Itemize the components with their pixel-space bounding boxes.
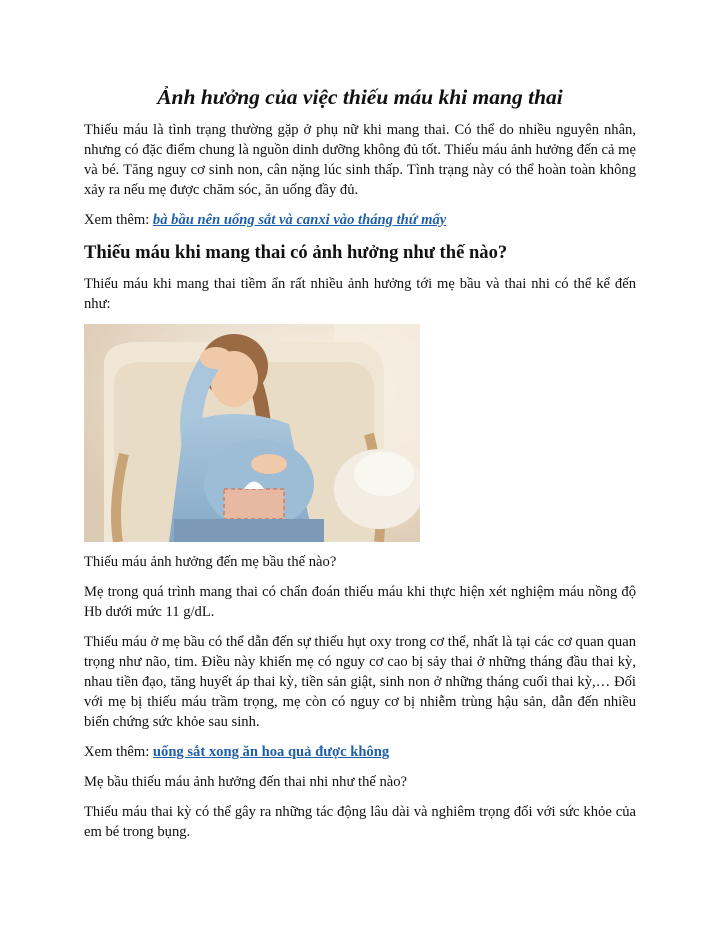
section-heading: Thiếu máu khi mang thai có ảnh hưởng như thế nào?: [84, 242, 508, 263]
photo-caption: Thiếu máu ảnh hưởng đến mẹ bầu thế nào?: [84, 554, 337, 570]
see-more-1-link[interactable]: bà bầu nên uống sắt và canxi vào tháng thứ mấy: [152, 212, 447, 228]
hb-paragraph: Mẹ trong quá trình mang thai có chẩn đoán thiếu máu khi thực hiện xét nghiệm máu nồng độ Hb dưới mức 11 g/dL.: [84, 584, 636, 620]
pregnant-woman-photo: [84, 324, 420, 542]
photo-illustration: [84, 324, 420, 542]
article-title: Ảnh hưởng của việc thiếu máu khi mang thai: [157, 85, 563, 109]
see-more-1-prefix: Xem thêm:: [84, 212, 153, 228]
see-more-2-prefix: Xem thêm:: [84, 744, 153, 760]
see-more-2-link[interactable]: uống sắt xong ăn hoa quả được không: [152, 744, 390, 760]
baby-paragraph: Thiếu máu thai kỳ có thể gây ra những tác động lâu dài và nghiêm trọng đối với sức khỏe của em bé trong bụng.: [84, 804, 636, 840]
intro-paragraph: Thiếu máu là tình trạng thường gặp ở phụ nữ khi mang thai. Có thể do nhiều nguyên nhân, nhưng có đặc điểm chung là nguồn dinh dưỡng không đủ tốt. Thiếu máu ảnh hưởng đến cả mẹ và bé. Tăng nguy cơ sinh non, cân nặng lúc sinh thấp. Tình trạng này có thể hoàn toàn không xảy ra nếu mẹ được chăm sóc, ăn uống đầy đủ.: [84, 122, 636, 198]
section-intro: Thiếu máu khi mang thai tiềm ẩn rất nhiều ảnh hưởng tới mẹ bầu và thai nhi có thể kể đến như:: [84, 276, 636, 312]
oxygen-paragraph: Thiếu máu ở mẹ bầu có thể dẫn đến sự thiếu hụt oxy trong cơ thể, nhất là tại các cơ quan quan trọng như não, tim. Điều này khiến mẹ có nguy cơ cao bị sảy thai ở những tháng đầu thai kỳ, nhau tiền đạo, tăng huyết áp thai kỳ, tiền sản giật, sinh non ở những tháng cuối thai kỳ,… Đối với mẹ bị thiếu máu trầm trọng, mẹ còn có nguy cơ bị nhiễm trùng hậu sản, dẫn đến nhiều biến chứng sức khỏe sau sinh.: [84, 634, 636, 730]
baby-subheading: Mẹ bầu thiếu máu ảnh hưởng đến thai nhi như thế nào?: [84, 774, 408, 790]
see-more-1: [84, 210, 636, 230]
article: [84, 82, 636, 852]
see-more-2: [84, 742, 636, 762]
